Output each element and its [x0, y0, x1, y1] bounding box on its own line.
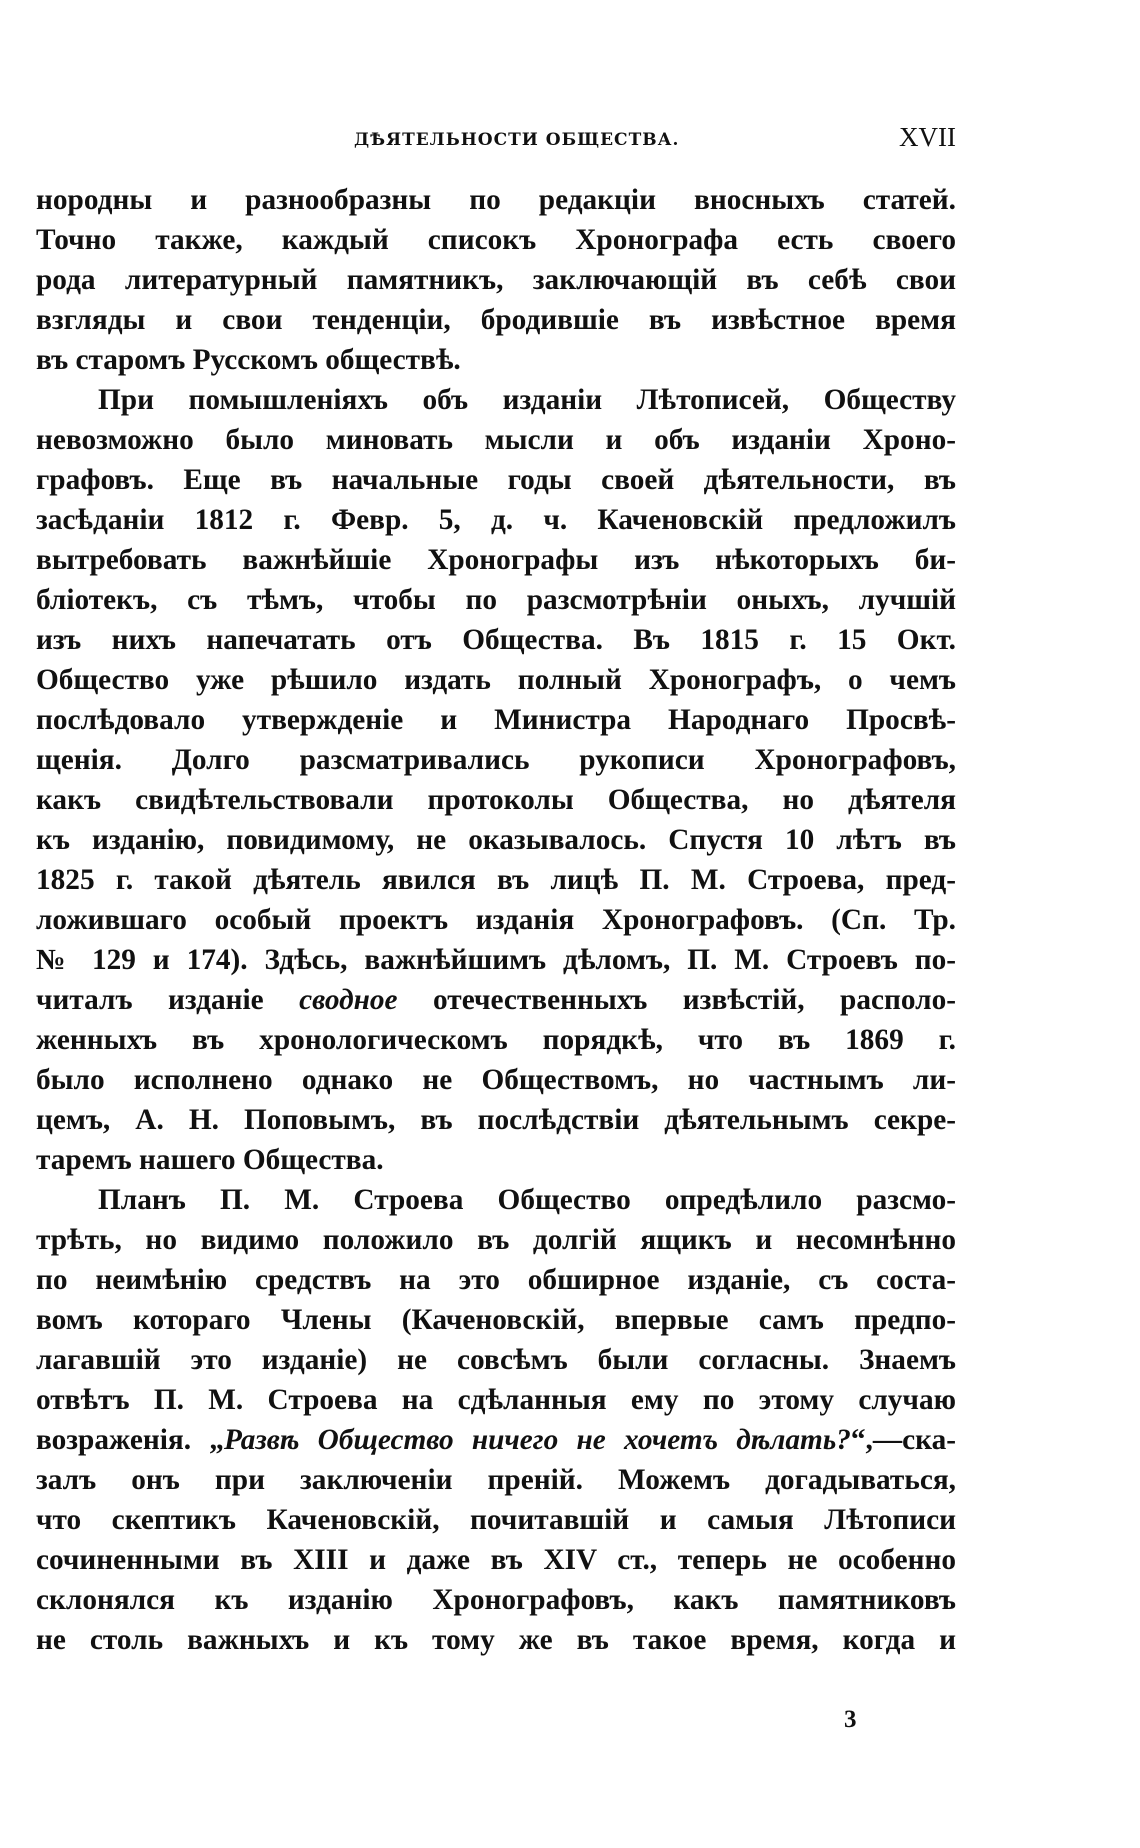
book-page: [36, 118, 956, 1660]
text-line: Планъ П. М. Строева Общество опредѣлило разсмо-: [98, 1184, 956, 1216]
text-line: изъ нихъ напечатать отъ Общества. Въ 1815 г. 15 Окт.: [36, 624, 956, 656]
text-line: не столь важныхъ и къ тому же въ такое время, когда и: [36, 1624, 956, 1656]
text-line: 1825 г. такой дѣятель явился въ лицѣ П. М. Строева, пред-: [36, 864, 956, 896]
text-line: послѣдовало утвержденіе и Министра Народнаго Просвѣ-: [36, 704, 956, 736]
text-line: Общество уже рѣшило издать полный Хронографъ, о чемъ: [36, 664, 956, 696]
text-line: ложившаго особый проектъ изданія Хронографовъ. (Сп. Тр.: [36, 904, 956, 936]
text-line: вытребовать важнѣйшіе Хронографы изъ нѣкоторыхъ би-: [36, 544, 956, 576]
text-line: читалъ изданіе сводное отечественныхъ извѣстій, располо-: [36, 984, 956, 1016]
text-line: отвѣтъ П. М. Строева на сдѣланныя ему по этому случаю: [36, 1384, 956, 1416]
text-line: цемъ, А. Н. Поповымъ, въ послѣдствіи дѣятельнымъ секре-: [36, 1104, 956, 1136]
text-line: щенія. Долго разсматривались рукописи Хронографовъ,: [36, 744, 956, 776]
text-line: залъ онъ при заключеніи преній. Можемъ догадываться,: [36, 1464, 956, 1496]
text-line: невозможно было миновать мысли и объ изданіи Хроно-: [36, 424, 956, 456]
text-line: № 129 и 174). Здѣсь, важнѣйшимъ дѣломъ, П. М. Строевъ по-: [36, 944, 956, 976]
text-line: вомъ котораго Члены (Каченовскій, впервые самъ предпо-: [36, 1304, 956, 1336]
text-line: что скептикъ Каченовскій, почитавшій и самыя Лѣтописи: [36, 1504, 956, 1536]
text-line: возраженія. „Развѣ Общество ничего не хочетъ дѣлать?“,—ска-: [36, 1424, 956, 1456]
running-title: ДѢЯТЕЛЬНОСТИ ОБЩЕСТВА.: [354, 130, 680, 150]
text-line: какъ свидѣтельствовали протоколы Общества, но дѣятеля: [36, 784, 956, 816]
body-text: [36, 180, 956, 1660]
text-line: трѣть, но видимо положило въ долгій ящикъ и несомнѣнно: [36, 1224, 956, 1256]
text-line: графовъ. Еще въ начальные годы своей дѣятельности, въ: [36, 464, 956, 496]
text-line: При помышленіяхъ объ изданіи Лѣтописей, Обществу: [98, 384, 956, 416]
text-line: таремъ нашего Общества.: [36, 1144, 384, 1176]
text-line: было исполнено однако не Обществомъ, но частнымъ ли-: [36, 1064, 956, 1096]
signature-mark: 3: [844, 1706, 857, 1733]
text-line: по неимѣнію средствъ на это обширное изданіе, съ соста-: [36, 1264, 956, 1296]
text-line: бліотекъ, съ тѣмъ, чтобы по разсмотрѣніи оныхъ, лучшій: [36, 584, 956, 616]
text-line: рода литературный памятникъ, заключающій въ себѣ свои: [36, 264, 956, 296]
text-line: Точно также, каждый списокъ Хронографа есть своего: [36, 224, 956, 256]
text-line: взгляды и свои тенденціи, бродившіе въ извѣстное время: [36, 304, 956, 336]
text-line: сочиненными въ XIII и даже въ XIV ст., теперь не особенно: [36, 1544, 956, 1576]
text-line: лагавшій это изданіе) не совсѣмъ были согласны. Знаемъ: [36, 1344, 956, 1376]
text-line: засѣданіи 1812 г. Февр. 5, д. ч. Каченовскій предложилъ: [36, 504, 956, 536]
text-line: женныхъ въ хронологическомъ порядкѣ, что въ 1869 г.: [36, 1024, 956, 1056]
text-line: къ изданію, повидимому, не оказывалось. Спустя 10 лѣтъ въ: [36, 824, 956, 856]
text-line: склонялся къ изданію Хронографовъ, какъ памятниковъ: [36, 1584, 956, 1616]
text-line: нородны и разнообразны по редакціи вносныхъ статей.: [36, 184, 956, 216]
page-number: XVII: [899, 122, 956, 152]
text-line: въ старомъ Русскомъ обществѣ.: [36, 344, 461, 376]
running-head: [36, 118, 956, 158]
